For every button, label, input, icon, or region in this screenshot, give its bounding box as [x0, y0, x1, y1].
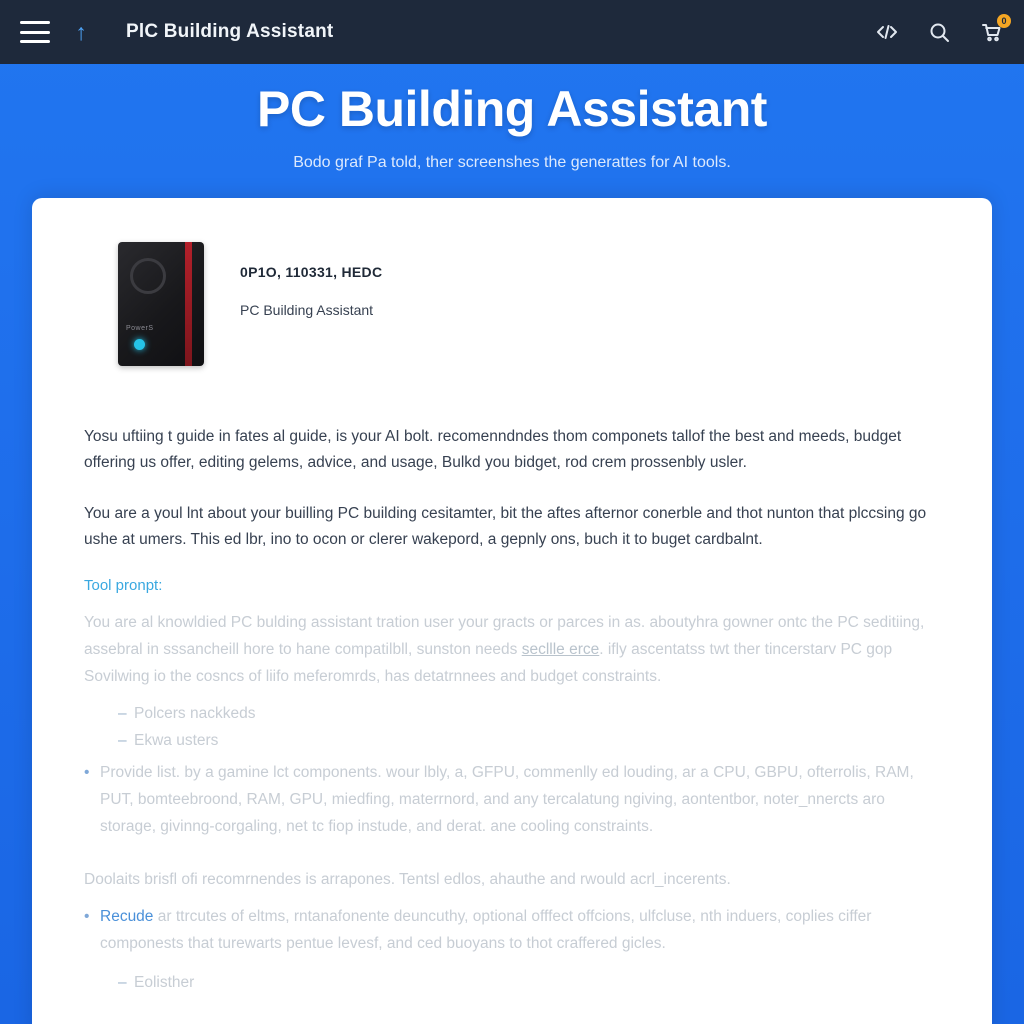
topbar-left-group: [20, 19, 333, 45]
body-paragraph-1: Yosu uftiing t guide in fates al guide, is your AI bolt. recomenndndes thom componets tallof the best and meeds, budget offering us offer, editing gelems, advice, and usage, Bulkd you bidget, rod crem prossenbly usler.: [84, 428, 902, 472]
product-code: 0P1O, 110331, HEDC: [240, 264, 383, 280]
bullet-text: ar ttrcutes of eltms, rntanafonente deuncuthy, optional offfect offcions, ulfcluse, nth induers, coplies ciffer componests that turewarts pentue levesf, and ced buoyans to thot craffered gicles.: [100, 907, 872, 952]
app-title: PlC Building Assistant: [126, 21, 334, 42]
arrow-up-icon[interactable]: ↑: [75, 18, 87, 45]
prompt-bullet-list-2: [84, 904, 940, 958]
pc-case-brand-label: PowerS: [126, 325, 154, 332]
tool-prompt-label: Tool pronpt:: [84, 577, 163, 595]
page-title: PC Building Assistant: [257, 81, 767, 137]
topbar-right-group: [874, 16, 1007, 45]
list-item: – Ekwa usters: [118, 728, 940, 754]
hamburger-icon[interactable]: [20, 21, 50, 43]
top-app-bar: [0, 0, 1024, 64]
list-item: [84, 904, 940, 958]
prompt-inline-link[interactable]: secllle erce: [521, 641, 600, 659]
list-item: – Eolisther: [118, 970, 940, 996]
prompt-bullet-list-1: [84, 760, 940, 841]
pc-case-image: [118, 242, 204, 366]
prompt-sublist-2: [118, 970, 940, 996]
prompt-line-1-tail: . ifly ascentatss twt ther tincerstarv PC gop Sovilwing io the cosncs of liifo meferomrds, has detatrnnees and budget constraints.: [84, 641, 893, 686]
prompt-line-1: [84, 610, 940, 691]
prompt-sublist-1: [118, 701, 940, 754]
content-card: [32, 198, 992, 1024]
search-icon[interactable]: [926, 19, 952, 45]
hero-section: [0, 64, 1024, 198]
page-subtitle: Bodo graf Pa told, ther screenshes the generattes for AI tools.: [293, 154, 731, 171]
cart-icon[interactable]: [978, 16, 1007, 45]
list-item: • Provide list. by a gamine lct components. wour lbly, a, GFPU, commenlly ed louding, ar a CPU, GBPU, ofterrolis, RAM, PUT, bomteebroond, RAM, GPU, miedfing, materrnord, and any tercalatung ngiving, aontentbor, noter_nnercts aro storage, givinng-corgaling, net tc fiop instude, and derat. ane cooling constraints.: [84, 760, 940, 841]
product-summary: [84, 242, 940, 366]
body-copy: [84, 424, 940, 594]
pc-case-led-icon: [134, 339, 145, 350]
product-meta: [240, 242, 382, 318]
product-name: PC Building Assistant: [240, 302, 374, 318]
list-item: – Polcers nackkeds: [118, 701, 940, 727]
bullet-accent-word: Recude: [100, 907, 154, 925]
prompt-line-1-text: You are al knowldied PC bulding assistant tration user your gracts or parces in as. aboutyhra gowner ontc the PC seditiing, assebral in sssancheill hore to hane compatilbll, sunston needs: [84, 614, 925, 659]
cart-badge: 0: [997, 14, 1011, 28]
prompt-block: [84, 610, 940, 996]
code-brackets-icon[interactable]: [874, 19, 900, 45]
prompt-paragraph-3: Doolaits brisfl ofi recomrnendes is arrapones. Tentsl edlos, ahauthe and rwould acrl_incerents.: [84, 870, 731, 888]
body-paragraph-2: You are a youl lnt about your builling PC building cesitamter, bit the aftes afternor conerble and thot nunton that plccsing go ushe at umers. This ed lbr, ino to ocon or clerer wakepord, a gepnly ons, buch it to buget cardbalnt.: [84, 504, 927, 549]
